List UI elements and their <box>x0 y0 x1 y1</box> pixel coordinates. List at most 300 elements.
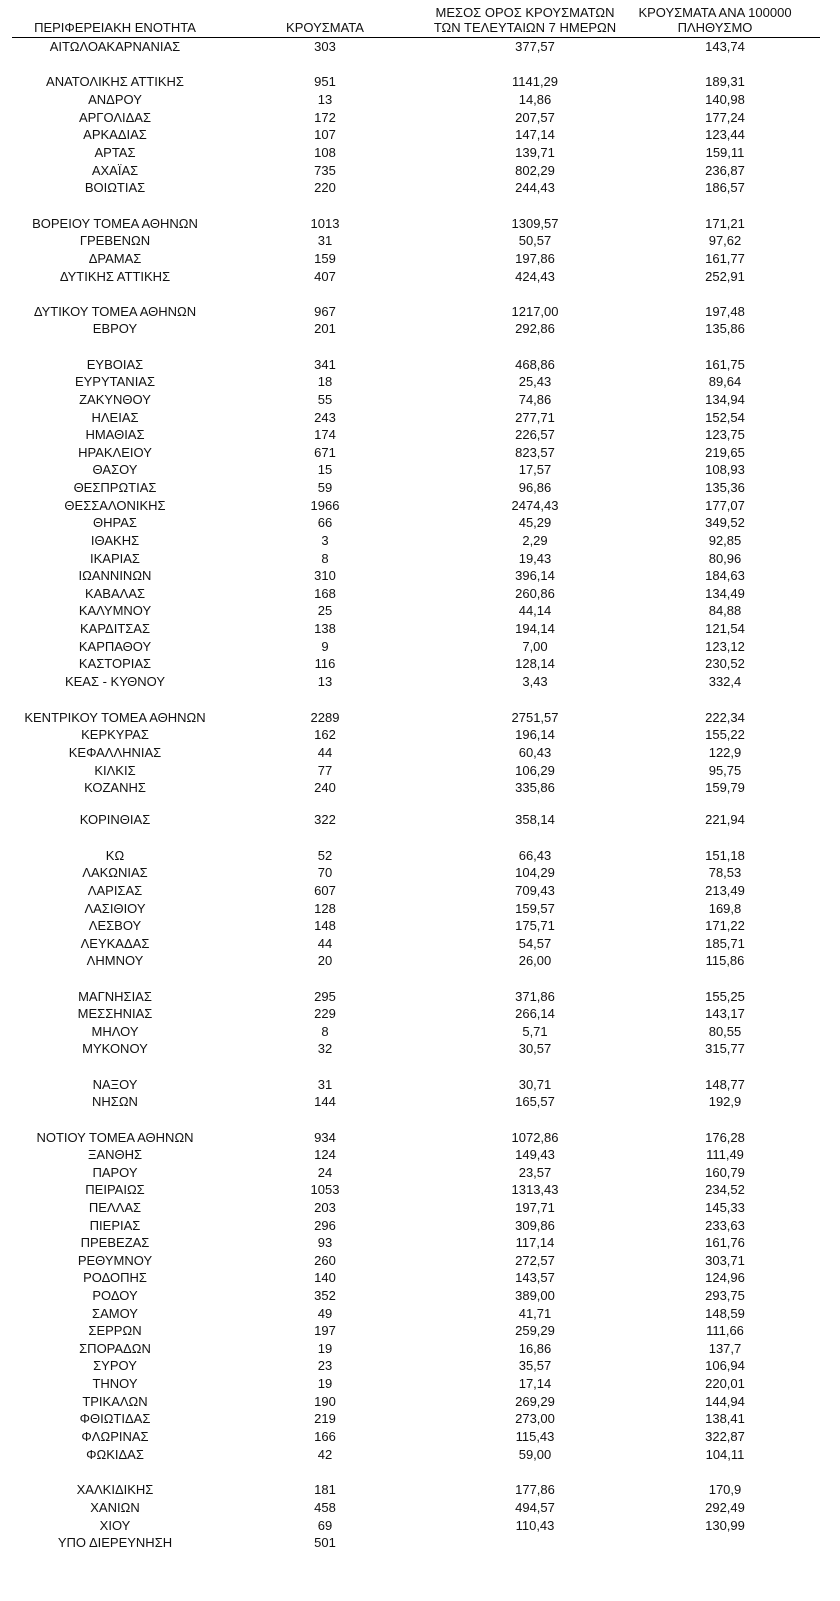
table-row <box>0 1199 840 1217</box>
per100k-cell: 123,12 <box>705 639 745 654</box>
cases-cell: 24 <box>317 1165 333 1180</box>
region-cell: ΔΡΑΜΑΣ <box>88 251 142 266</box>
cases-cell: 13 <box>317 92 333 107</box>
per100k-cell: 134,49 <box>705 586 745 601</box>
region-cell: ΡΟΔΟΥ <box>92 1288 138 1303</box>
region-cell: ΘΕΣΣΑΛΟΝΙΚΗΣ <box>64 498 166 513</box>
avg7-cell: 396,14 <box>515 568 555 583</box>
table-row <box>0 952 840 970</box>
per100k-cell: 315,77 <box>705 1041 745 1056</box>
avg7-cell: 2,29 <box>522 533 548 548</box>
cases-cell: 31 <box>317 233 333 248</box>
table-row <box>0 1269 840 1287</box>
region-cell: ΜΑΓΝΗΣΙΑΣ <box>78 989 152 1004</box>
cases-cell: 201 <box>314 321 336 336</box>
table-row <box>0 1305 840 1323</box>
cases-cell: 3 <box>321 533 329 548</box>
avg7-cell: 2751,57 <box>511 710 559 725</box>
table-row <box>0 162 840 180</box>
per100k-cell: 144,94 <box>705 1394 745 1409</box>
per100k-cell: 234,52 <box>705 1182 745 1197</box>
avg7-cell: 424,43 <box>515 269 555 284</box>
cases-cell: 42 <box>317 1447 333 1462</box>
per100k-cell: 252,91 <box>705 269 745 284</box>
header-avg7-line2: ΤΩΝ ΤΕΛΕΥΤΑΙΩΝ 7 ΗΜΕΡΩΝ <box>433 20 617 35</box>
region-cell: ΝΗΣΩΝ <box>92 1094 138 1109</box>
avg7-cell: 17,57 <box>518 462 552 477</box>
region-cell: ΠΕΛΛΑΣ <box>88 1200 142 1215</box>
avg7-cell: 197,86 <box>515 251 555 266</box>
per100k-cell: 233,63 <box>705 1218 745 1233</box>
per100k-cell: 213,49 <box>705 883 745 898</box>
region-cell: ΗΛΕΙΑΣ <box>91 410 139 425</box>
cases-cell: 15 <box>317 462 333 477</box>
region-cell: ΖΑΚΥΝΘΟΥ <box>79 392 151 407</box>
table-row <box>0 1093 840 1111</box>
per100k-cell: 176,28 <box>705 1130 745 1145</box>
avg7-cell: 30,71 <box>518 1077 552 1092</box>
cases-cell: 168 <box>314 586 336 601</box>
avg7-cell: 14,86 <box>518 92 552 107</box>
region-cell: ΚΕΦΑΛΛΗΝΙΑΣ <box>68 745 162 760</box>
region-cell: ΚΑΒΑΛΑΣ <box>84 586 146 601</box>
per100k-cell: 124,96 <box>705 1270 745 1285</box>
per100k-cell: 104,11 <box>705 1447 745 1462</box>
cases-cell: 9 <box>321 639 329 654</box>
table-row <box>0 1446 840 1464</box>
table-row <box>0 602 840 620</box>
table-row <box>0 847 840 865</box>
region-cell: ΙΩΑΝΝΙΝΩΝ <box>78 568 152 583</box>
region-cell: ΥΠΟ ΔΙΕΡΕΥΝΗΣΗ <box>57 1535 173 1550</box>
region-cell: ΜΥΚΟΝΟΥ <box>82 1041 148 1056</box>
region-cell: ΚΑΣΤΟΡΙΑΣ <box>78 656 152 671</box>
per100k-cell: 152,54 <box>705 410 745 425</box>
region-cell: ΤΗΝΟΥ <box>92 1376 138 1391</box>
table-row <box>0 935 840 953</box>
avg7-cell: 117,14 <box>515 1235 555 1250</box>
cases-cell: 458 <box>314 1500 336 1515</box>
avg7-cell: 26,00 <box>518 953 552 968</box>
per100k-cell: 134,94 <box>705 392 745 407</box>
avg7-cell: 96,86 <box>518 480 552 495</box>
cases-cell: 116 <box>314 656 336 671</box>
avg7-cell: 1072,86 <box>511 1130 559 1145</box>
per100k-cell: 135,86 <box>705 321 745 336</box>
per100k-cell: 92,85 <box>708 533 742 548</box>
avg7-cell: 50,57 <box>518 233 552 248</box>
region-cell: ΚΕΑΣ - ΚΥΘΝΟΥ <box>64 674 166 689</box>
per100k-cell: 170,9 <box>708 1482 742 1497</box>
per100k-cell: 219,65 <box>705 445 745 460</box>
table-row <box>0 1517 840 1535</box>
region-cell: ΠΕΙΡΑΙΩΣ <box>85 1182 145 1197</box>
cases-cell: 25 <box>317 603 333 618</box>
cases-cell: 1966 <box>310 498 340 513</box>
per100k-cell: 230,52 <box>705 656 745 671</box>
avg7-cell: 1217,00 <box>511 304 559 319</box>
avg7-cell: 194,14 <box>515 621 555 636</box>
cases-cell: 159 <box>314 251 336 266</box>
table-row <box>0 303 840 321</box>
cases-cell: 162 <box>314 727 336 742</box>
avg7-cell: 494,57 <box>515 1500 555 1515</box>
per100k-cell: 130,99 <box>705 1518 745 1533</box>
per100k-cell: 322,87 <box>705 1429 745 1444</box>
avg7-cell: 269,29 <box>515 1394 555 1409</box>
region-cell: ΚΑΡΠΑΘΟΥ <box>78 639 152 654</box>
table-row <box>0 461 840 479</box>
region-cell: ΙΘΑΚΗΣ <box>90 533 140 548</box>
cases-cell: 52 <box>317 848 333 863</box>
region-cell: ΤΡΙΚΑΛΩΝ <box>82 1394 148 1409</box>
table-row <box>0 864 840 882</box>
region-cell: ΛΑΡΙΣΑΣ <box>87 883 143 898</box>
table-row <box>0 356 840 374</box>
per100k-cell: 121,54 <box>705 621 745 636</box>
per100k-cell: 161,77 <box>705 251 745 266</box>
per100k-cell: 95,75 <box>708 763 742 778</box>
region-cell: ΦΛΩΡΙΝΑΣ <box>81 1429 149 1444</box>
table-row <box>0 726 840 744</box>
region-cell: ΔΥΤΙΚΟΥ ΤΟΜΕΑ ΑΘΗΝΩΝ <box>33 304 197 319</box>
table-row <box>0 144 840 162</box>
per100k-cell: 155,22 <box>705 727 745 742</box>
cases-cell: 967 <box>314 304 336 319</box>
cases-cell: 32 <box>317 1041 333 1056</box>
per100k-cell: 155,25 <box>705 989 745 1004</box>
header-cases: ΚΡΟΥΣΜΑΤΑ <box>286 20 364 35</box>
per100k-cell: 122,9 <box>708 745 742 760</box>
per100k-cell: 111,49 <box>706 1147 744 1162</box>
table-row <box>0 268 840 286</box>
header-per100k-line2: ΠΛΗΘΥΣΜΟ <box>677 20 753 35</box>
avg7-cell: 244,43 <box>515 180 555 195</box>
table-row <box>0 126 840 144</box>
table-row <box>0 479 840 497</box>
cases-cell: 174 <box>314 427 336 442</box>
avg7-cell: 159,57 <box>515 901 555 916</box>
avg7-cell: 7,00 <box>522 639 548 654</box>
cases-cell: 138 <box>314 621 336 636</box>
table-row <box>0 709 840 727</box>
cases-cell: 322 <box>314 812 336 827</box>
cases-cell: 181 <box>314 1482 336 1497</box>
table-row <box>0 109 840 127</box>
region-cell: ΒΟΙΩΤΙΑΣ <box>84 180 146 195</box>
region-cell: ΚΙΛΚΙΣ <box>94 763 136 778</box>
cases-cell: 128 <box>314 901 336 916</box>
table-row <box>0 917 840 935</box>
table-row <box>0 444 840 462</box>
region-cell: ΑΝΑΤΟΛΙΚΗΣ ΑΤΤΙΚΗΣ <box>46 74 184 89</box>
region-cell: ΛΕΣΒΟΥ <box>88 918 142 933</box>
table-row <box>0 988 840 1006</box>
region-cell: ΛΕΥΚΑΔΑΣ <box>80 936 150 951</box>
per100k-cell: 78,53 <box>708 865 742 880</box>
cases-cell: 70 <box>317 865 333 880</box>
table-row <box>0 373 840 391</box>
avg7-cell: 45,29 <box>518 515 552 530</box>
per100k-cell: 143,17 <box>705 1006 745 1021</box>
per100k-cell: 292,49 <box>705 1500 745 1515</box>
avg7-cell: 25,43 <box>518 374 552 389</box>
cases-cell: 124 <box>314 1147 336 1162</box>
per100k-cell: 80,55 <box>708 1024 742 1039</box>
per100k-cell: 143,74 <box>705 39 745 54</box>
region-cell: ΑΙΤΩΛΟΑΚΑΡΝΑΝΙΑΣ <box>49 39 181 54</box>
cases-cell: 148 <box>314 918 336 933</box>
per100k-cell: 332,4 <box>708 674 742 689</box>
region-cell: ΕΒΡΟΥ <box>92 321 138 336</box>
avg7-cell: 143,57 <box>515 1270 555 1285</box>
cases-cell: 59 <box>317 480 333 495</box>
region-cell: ΠΙΕΡΙΑΣ <box>89 1218 141 1233</box>
avg7-cell: 60,43 <box>518 745 552 760</box>
region-cell: ΚΟΡΙΝΘΙΑΣ <box>79 812 151 827</box>
cases-cell: 407 <box>314 269 336 284</box>
cases-cell: 31 <box>317 1077 333 1092</box>
per100k-cell: 236,87 <box>705 163 745 178</box>
avg7-cell: 371,86 <box>515 989 555 1004</box>
cases-cell: 166 <box>314 1429 336 1444</box>
per100k-cell: 160,79 <box>705 1165 745 1180</box>
region-cell: ΚΕΝΤΡΙΚΟΥ ΤΟΜΕΑ ΑΘΗΝΩΝ <box>24 710 206 725</box>
avg7-cell: 177,86 <box>515 1482 555 1497</box>
per100k-cell: 138,41 <box>705 1411 745 1426</box>
region-cell: ΘΕΣΠΡΩΤΙΑΣ <box>73 480 157 495</box>
cases-cell: 260 <box>314 1253 336 1268</box>
avg7-cell: 335,86 <box>515 780 555 795</box>
cases-cell: 44 <box>317 936 333 951</box>
cases-cell: 934 <box>314 1130 336 1145</box>
per100k-cell: 221,94 <box>705 812 745 827</box>
table-row <box>0 1340 840 1358</box>
avg7-cell: 468,86 <box>515 357 555 372</box>
per100k-cell: 303,71 <box>705 1253 745 1268</box>
per100k-cell: 106,94 <box>705 1358 745 1373</box>
table-row <box>0 762 840 780</box>
per100k-cell: 111,66 <box>706 1323 744 1338</box>
cases-cell: 240 <box>314 780 336 795</box>
per100k-cell: 123,44 <box>705 127 745 142</box>
cases-cell: 341 <box>314 357 336 372</box>
cases-cell: 13 <box>317 674 333 689</box>
per100k-cell: 137,7 <box>708 1341 742 1356</box>
per100k-cell: 84,88 <box>708 603 742 618</box>
per100k-cell: 189,31 <box>705 74 745 89</box>
table-row <box>0 1428 840 1446</box>
cases-cell: 951 <box>314 74 336 89</box>
table-row <box>0 320 840 338</box>
avg7-cell: 41,71 <box>518 1306 552 1321</box>
table-row <box>0 1322 840 1340</box>
avg7-cell: 16,86 <box>518 1341 552 1356</box>
table-row <box>0 1181 840 1199</box>
table-row <box>0 620 840 638</box>
table-row <box>0 514 840 532</box>
cases-cell: 295 <box>314 989 336 1004</box>
cases-cell: 8 <box>321 1024 329 1039</box>
avg7-cell: 273,00 <box>515 1411 555 1426</box>
table-row <box>0 1146 840 1164</box>
region-cell: ΣΑΜΟΥ <box>92 1306 138 1321</box>
table-row <box>0 1357 840 1375</box>
cases-cell: 144 <box>314 1094 336 1109</box>
per100k-cell: 80,96 <box>708 551 742 566</box>
avg7-cell: 175,71 <box>515 918 555 933</box>
avg7-cell: 139,71 <box>515 145 555 160</box>
region-cell: ΒΟΡΕΙΟΥ ΤΟΜΕΑ ΑΘΗΝΩΝ <box>32 216 198 231</box>
avg7-cell: 59,00 <box>518 1447 552 1462</box>
cases-cell: 190 <box>314 1394 336 1409</box>
table-row <box>0 1375 840 1393</box>
table-row <box>0 91 840 109</box>
region-cell: ΧΑΛΚΙΔΙΚΗΣ <box>76 1482 154 1497</box>
avg7-cell: 2474,43 <box>511 498 559 513</box>
avg7-cell: 110,43 <box>515 1518 555 1533</box>
table-row <box>0 567 840 585</box>
region-cell: ΚΑΛΥΜΝΟΥ <box>78 603 152 618</box>
region-cell: ΑΧΑΪΑΣ <box>91 163 139 178</box>
table-row <box>0 391 840 409</box>
cases-cell: 49 <box>317 1306 333 1321</box>
avg7-cell: 66,43 <box>518 848 552 863</box>
cases-cell: 310 <box>314 568 336 583</box>
region-cell: ΛΑΣΙΘΙΟΥ <box>84 901 146 916</box>
region-cell: ΝΟΤΙΟΥ ΤΟΜΕΑ ΑΘΗΝΩΝ <box>36 1130 194 1145</box>
per100k-cell: 161,76 <box>705 1235 745 1250</box>
table-row <box>0 497 840 515</box>
table-row <box>0 1393 840 1411</box>
table-row <box>0 532 840 550</box>
region-cell: ΕΥΡΥΤΑΝΙΑΣ <box>74 374 156 389</box>
avg7-cell: 377,57 <box>515 39 555 54</box>
per100k-cell: 145,33 <box>705 1200 745 1215</box>
per100k-cell: 171,22 <box>705 918 745 933</box>
region-cell: ΚΟΖΑΝΗΣ <box>84 780 146 795</box>
cases-cell: 671 <box>314 445 336 460</box>
table-row <box>0 900 840 918</box>
table-row <box>0 882 840 900</box>
table-row <box>0 179 840 197</box>
table-row <box>0 215 840 233</box>
table-row <box>0 73 840 91</box>
table-row <box>0 1481 840 1499</box>
per100k-cell: 89,64 <box>708 374 742 389</box>
per100k-cell: 108,93 <box>705 462 745 477</box>
table-row <box>0 1234 840 1252</box>
avg7-cell: 292,86 <box>515 321 555 336</box>
region-cell: ΧΙΟΥ <box>99 1518 131 1533</box>
cases-cell: 108 <box>314 145 336 160</box>
avg7-cell: 1309,57 <box>511 216 559 231</box>
avg7-cell: 196,14 <box>515 727 555 742</box>
table-row <box>0 38 840 56</box>
avg7-cell: 272,57 <box>515 1253 555 1268</box>
region-cell: ΑΝΔΡΟΥ <box>88 92 142 107</box>
cases-cell: 8 <box>321 551 329 566</box>
region-cell: ΦΘΙΩΤΙΔΑΣ <box>79 1411 151 1426</box>
table-row <box>0 638 840 656</box>
region-cell: ΠΑΡΟΥ <box>92 1165 138 1180</box>
avg7-cell: 104,29 <box>515 865 555 880</box>
avg7-cell: 309,86 <box>515 1218 555 1233</box>
cases-cell: 303 <box>314 39 336 54</box>
cases-cell: 243 <box>314 410 336 425</box>
per100k-cell: 151,18 <box>705 848 745 863</box>
cases-cell: 20 <box>317 953 333 968</box>
per100k-cell: 177,24 <box>705 110 745 125</box>
region-cell: ΑΡΤΑΣ <box>94 145 136 160</box>
region-cell: ΔΥΤΙΚΗΣ ΑΤΤΙΚΗΣ <box>59 269 171 284</box>
cases-cell: 352 <box>314 1288 336 1303</box>
region-cell: ΕΥΒΟΙΑΣ <box>86 357 144 372</box>
per100k-cell: 177,07 <box>705 498 745 513</box>
cases-cell: 69 <box>317 1518 333 1533</box>
table-row <box>0 550 840 568</box>
region-cell: ΛΗΜΝΟΥ <box>86 953 144 968</box>
cases-cell: 735 <box>314 163 336 178</box>
region-cell: ΑΡΓΟΛΙΔΑΣ <box>78 110 152 125</box>
table-row <box>0 811 840 829</box>
header-region: ΠΕΡΙΦΕΡΕΙΑΚΗ ΕΝΟΤΗΤΑ <box>34 20 196 35</box>
region-cell: ΜΕΣΣΗΝΙΑΣ <box>77 1006 153 1021</box>
region-cell: ΗΜΑΘΙΑΣ <box>85 427 145 442</box>
avg7-cell: 3,43 <box>522 674 548 689</box>
table-row <box>0 655 840 673</box>
table-row <box>0 1217 840 1235</box>
per100k-cell: 159,11 <box>705 145 745 160</box>
cases-cell: 18 <box>317 374 333 389</box>
table-row <box>0 1040 840 1058</box>
per100k-cell: 140,98 <box>705 92 745 107</box>
cases-cell: 66 <box>317 515 333 530</box>
cases-cell: 140 <box>314 1270 336 1285</box>
avg7-cell: 19,43 <box>518 551 552 566</box>
avg7-cell: 147,14 <box>515 127 555 142</box>
per100k-cell: 293,75 <box>705 1288 745 1303</box>
region-cell: ΑΡΚΑΔΙΑΣ <box>83 127 147 142</box>
avg7-cell: 23,57 <box>518 1165 552 1180</box>
table-row <box>0 1410 840 1428</box>
table-row <box>0 1129 840 1147</box>
cases-cell: 44 <box>317 745 333 760</box>
header-per100k-line1: ΚΡΟΥΣΜΑΤΑ ΑΝΑ 100000 <box>638 5 792 20</box>
region-cell: ΡΕΘΥΜΝΟΥ <box>77 1253 153 1268</box>
avg7-cell: 823,57 <box>515 445 555 460</box>
avg7-cell: 149,43 <box>515 1147 555 1162</box>
per100k-cell: 185,71 <box>705 936 745 951</box>
avg7-cell: 115,43 <box>515 1429 555 1444</box>
per100k-cell: 161,75 <box>705 357 745 372</box>
region-cell: ΚΕΡΚΥΡΑΣ <box>81 727 149 742</box>
avg7-cell: 802,29 <box>515 163 555 178</box>
avg7-cell: 74,86 <box>518 392 552 407</box>
per100k-cell: 186,57 <box>705 180 745 195</box>
per100k-cell: 135,36 <box>705 480 745 495</box>
region-cell: ΞΑΝΘΗΣ <box>87 1147 143 1162</box>
table-row <box>0 232 840 250</box>
cases-cell: 172 <box>314 110 336 125</box>
avg7-cell: 5,71 <box>522 1024 548 1039</box>
avg7-cell: 260,86 <box>515 586 555 601</box>
avg7-cell: 1141,29 <box>511 74 559 89</box>
cases-cell: 219 <box>314 1411 336 1426</box>
cases-cell: 203 <box>314 1200 336 1215</box>
table-row <box>0 1076 840 1094</box>
cases-cell: 77 <box>317 763 333 778</box>
